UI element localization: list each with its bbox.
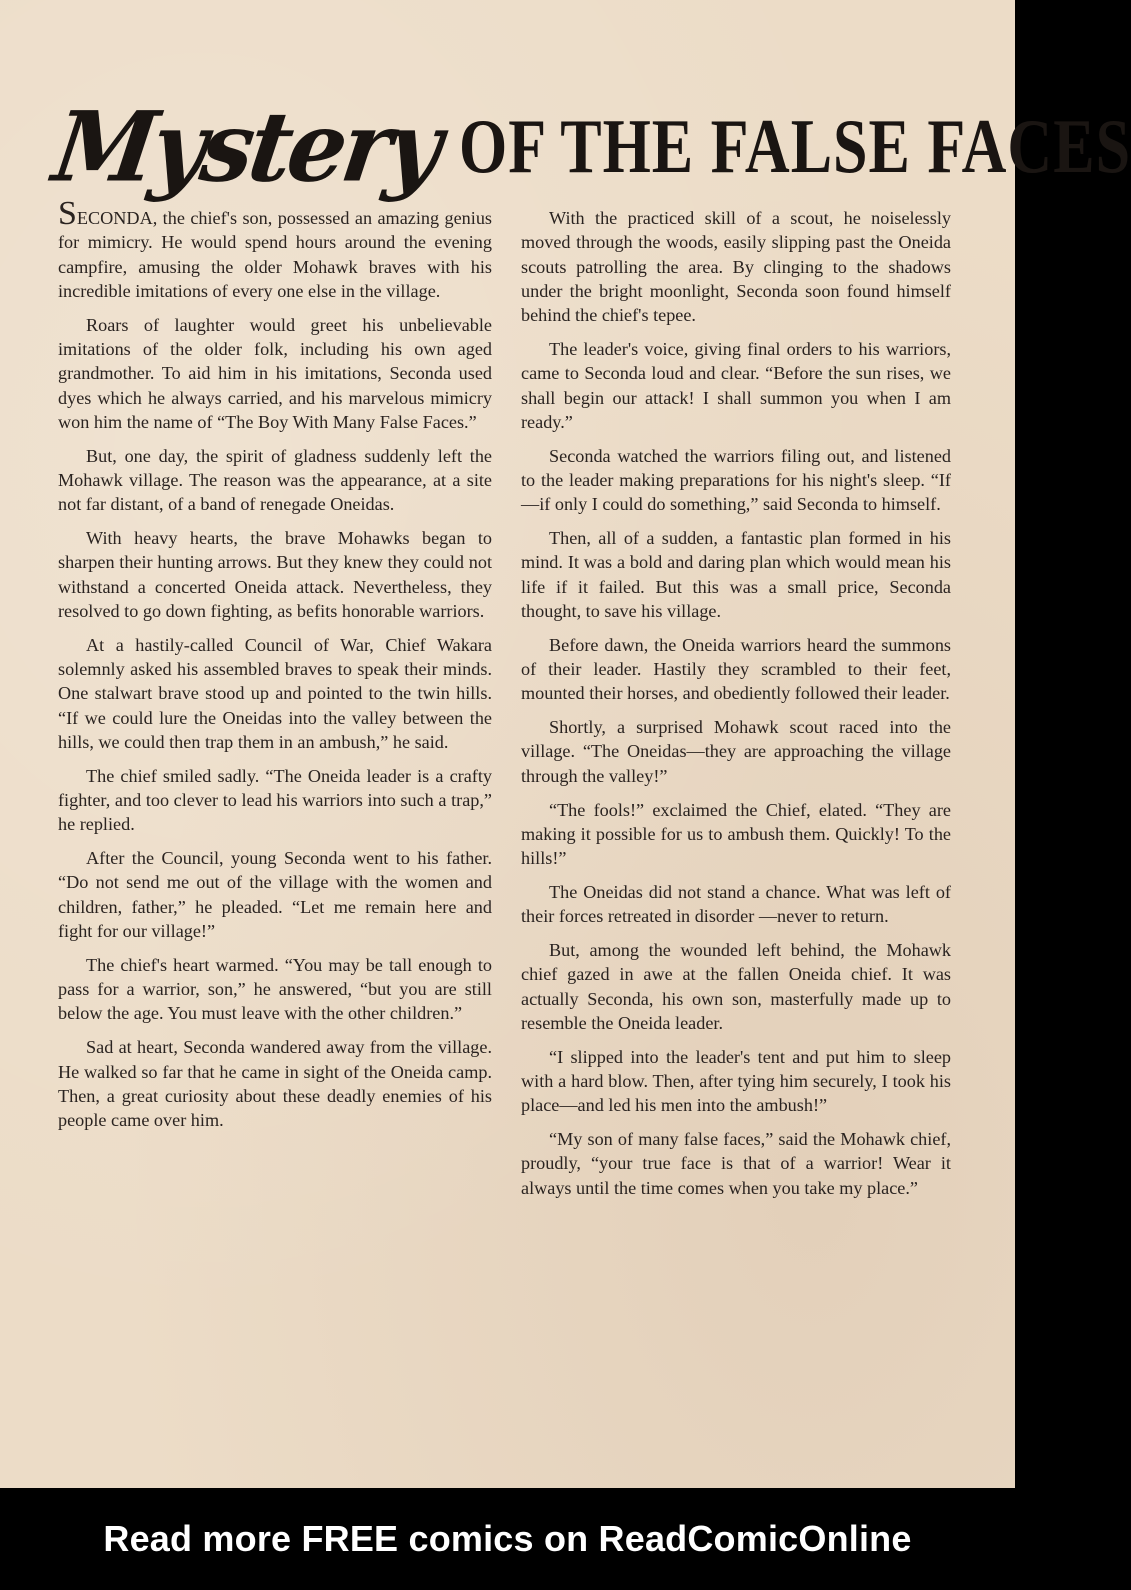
story-paragraph: At a hastily-called Council of War, Chief Wakara solemnly asked his assembled braves to speak their minds. One stalwart brave stood up and pointed to the twin hills. “If we could lure the Oneidas into the valley between the hills, we could then trap them in an ambush,” he said. bbox=[58, 634, 492, 752]
promo-banner[interactable] bbox=[0, 1488, 1015, 1590]
story-paragraph: With heavy hearts, the brave Mohawks began to sharpen their hunting arrows. But they knew they could not withstand a concerted Oneida attack. Nevertheless, they resolved to go down fighting, as befits honorable warriors. bbox=[58, 528, 492, 621]
story-paragraph: Roars of laughter would greet his unbelievable imitations of the older folk, including his own aged grandmother. To aid him in his imitations, Seconda used dyes which he always carried, and his marvelous mimicry won him the name of “The Boy With Many False Faces.” bbox=[58, 314, 492, 432]
story-paragraph: The chief's heart warmed. “You may be tall enough to pass for a warrior, son,” he answered, “but you are still below the age. You must leave with the other children.” bbox=[58, 954, 492, 1024]
story-column-right bbox=[521, 206, 951, 1209]
story-paragraph: Then, all of a sudden, a fantastic plan formed in his mind. It was a bold and daring plan which would mean his life if it failed. But this was a small price, Seconda thought, to save his village. bbox=[521, 528, 951, 621]
drop-cap: S bbox=[58, 195, 77, 232]
story-paragraph: The Oneidas did not stand a chance. What was left of their forces retreated in disorder —never to return. bbox=[521, 881, 951, 927]
story-paragraph: Before dawn, the Oneida warriors heard the summons of their leader. Hastily they scrambled to their feet, mounted their horses, and obediently followed their leader. bbox=[521, 634, 951, 704]
story-paragraph: But, one day, the spirit of gladness suddenly left the Mohawk village. The reason was the appearance, at a site not far distant, of a band of renegade Oneidas. bbox=[58, 445, 492, 515]
story-column-left bbox=[58, 195, 492, 1142]
story-paragraph: Seconda watched the warriors filing out, and listened to the leader making preparations for his night's sleep. “If—if only I could do something,” said Seconda to himself. bbox=[521, 445, 951, 515]
story-paragraph: With the practiced skill of a scout, he noiselessly moved through the woods, easily slipping past the Oneida scouts patrolling the area. By clinging to the shadows under the bright moonlight, Seconda soon found himself behind the chief's tepee. bbox=[521, 208, 951, 326]
title-script-word: Mystery bbox=[47, 90, 446, 204]
first-paragraph-text: ECONDA, the chief's son, possessed an amazing genius for mimicry. He would spend hours around the evening campfire, amusing the older Mohawk braves with his incredible imitations of every one else in the village. bbox=[58, 208, 492, 301]
story-paragraph: Shortly, a surprised Mohawk scout raced into the village. “The Oneidas—they are approaching the village through the valley!” bbox=[521, 717, 951, 786]
story-paragraph: “The fools!” exclaimed the Chief, elated. “They are making it possible for us to ambush them. Quickly! To the hills!” bbox=[521, 799, 951, 869]
story-paragraph: After the Council, young Seconda went to his father. “Do not send me out of the village with the women and children, father,” he pleaded. “Let me remain here and fight for our village!” bbox=[58, 848, 492, 942]
story-paragraph: The leader's voice, giving final orders to his warriors, came to Seconda loud and clear. “Before the sun rises, we shall begin our attack! I shall summon you when I am ready.” bbox=[521, 338, 951, 432]
title-block-words: OF THE FALSE FACES bbox=[459, 104, 1131, 190]
story-paragraph bbox=[58, 195, 492, 303]
story-paragraph: “I slipped into the leader's tent and put him to sleep with a hard blow. Then, after tying him securely, I took his place—and led his men into the ambush!” bbox=[521, 1046, 951, 1116]
story-paragraph: But, among the wounded left behind, the Mohawk chief gazed in awe at the fallen Oneida chief. It was actually Seconda, his own son, masterfully made up to resemble the Oneida leader. bbox=[521, 940, 951, 1033]
story-paragraph: “My son of many false faces,” said the Mohawk chief, proudly, “your true face is that of a warrior! Wear it always until the time comes when you take my place.” bbox=[521, 1129, 951, 1198]
story-paragraph: The chief smiled sadly. “The Oneida leader is a crafty fighter, and too clever to lead his warriors into such a trap,” he replied. bbox=[58, 765, 492, 835]
story-paragraph: Sad at heart, Seconda wandered away from the village. He walked so far that he came in sight of the Oneida camp. Then, a great curiosity about these deadly enemies of his people came over him. bbox=[58, 1037, 492, 1131]
story-title bbox=[47, 90, 1131, 204]
promo-banner-text[interactable]: Read more FREE comics on ReadComicOnline bbox=[103, 1518, 912, 1559]
